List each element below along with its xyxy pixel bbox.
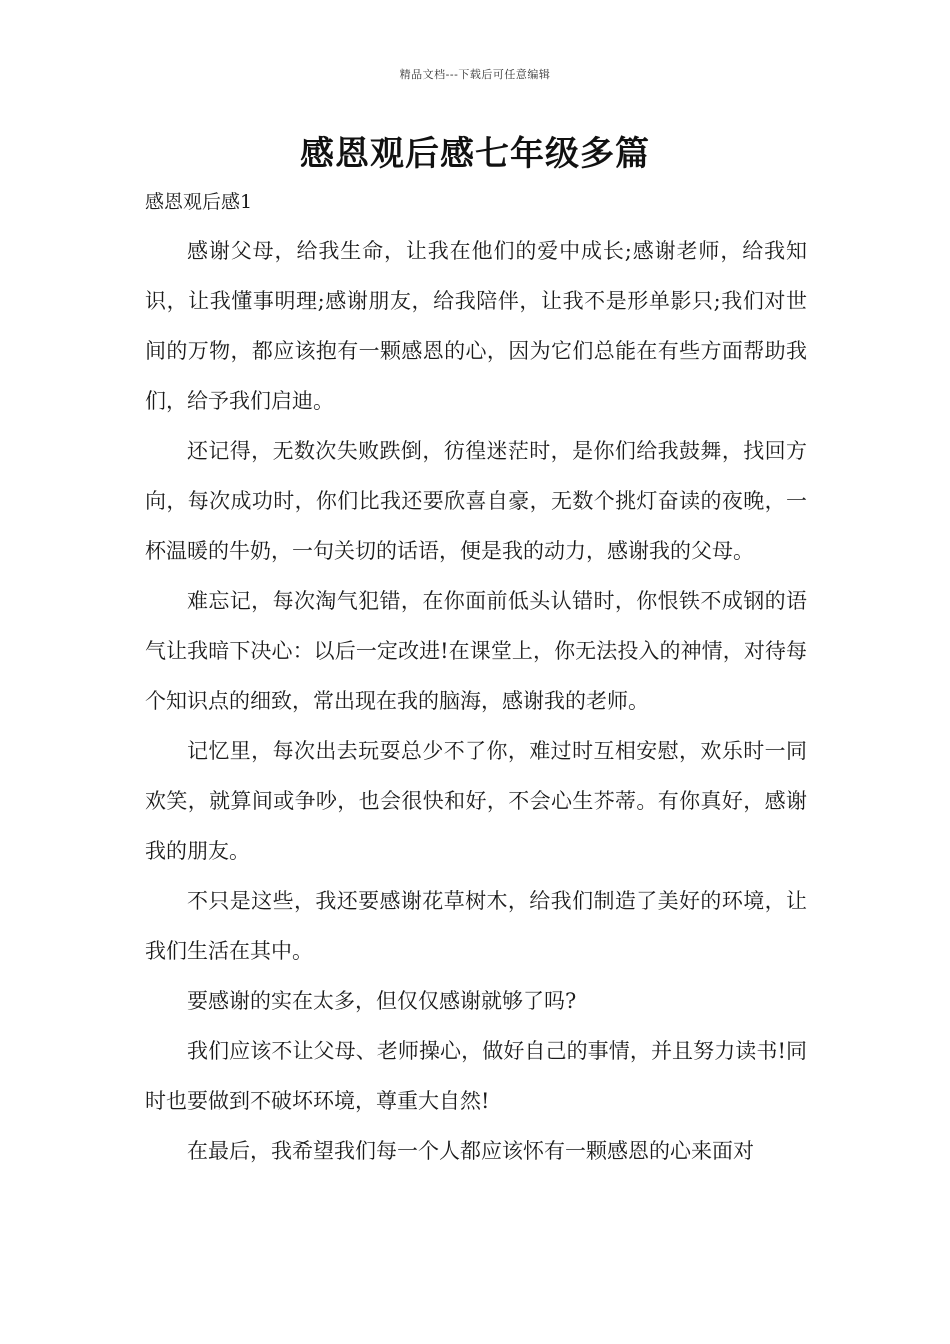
paragraph: 难忘记，每次淘气犯错，在你面前低头认错时，你恨铁不成钢的语气让我暗下决心：以后一定改进!在课堂上，你无法投入的神情，对待每个知识点的细致，常出现在我的脑海，感谢我的老师。 — [145, 589, 807, 713]
paragraph: 感谢父母，给我生命，让我在他们的爱中成长;感谢老师，给我知识，让我懂事明理;感谢朋友，给我陪伴，让我不是形单影只;我们对世间的万物，都应该抱有一颗感恩的心，因为它们总能在有些方面帮助我们，给予我们启迪。 — [145, 239, 807, 413]
header-note: 精品文档---下载后可任意编辑 — [399, 68, 551, 81]
document-title: 感恩观后感七年级多篇 — [300, 134, 650, 174]
paragraph: 记忆里，每次出去玩耍总少不了你，难过时互相安慰，欢乐时一同欢笑，就算间或争吵，也会很快和好，不会心生芥蒂。有你真好，感谢我的朋友。 — [145, 739, 807, 863]
paragraph: 要感谢的实在太多，但仅仅感谢就够了吗? — [187, 989, 577, 1013]
body-text — [145, 226, 807, 1176]
paragraph: 不只是这些，我还要感谢花草树木，给我们制造了美好的环境，让我们生活在其中。 — [145, 889, 807, 963]
section-heading: 感恩观后感1 — [145, 191, 253, 213]
paragraph: 在最后，我希望我们每一个人都应该怀有一颗感恩的心来面对 — [187, 1139, 754, 1163]
paragraph: 还记得，无数次失败跌倒，彷徨迷茫时，是你们给我鼓舞，找回方向，每次成功时，你们比我还要欣喜自豪，无数个挑灯奋读的夜晚，一杯温暖的牛奶，一句关切的话语，便是我的动力，感谢我的父母。 — [145, 439, 807, 563]
paragraph: 我们应该不让父母、老师操心，做好自己的事情，并且努力读书!同时也要做到不破坏环境，尊重大自然! — [145, 1039, 807, 1113]
